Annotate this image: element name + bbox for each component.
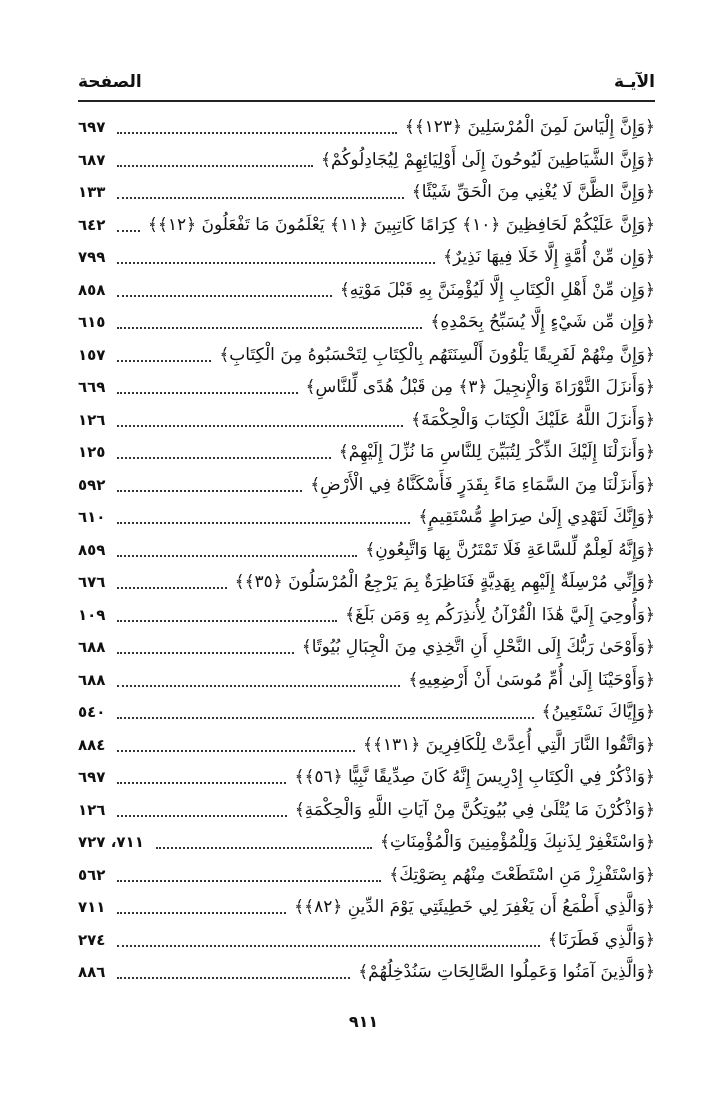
entry-verse: ﴿وَإِنَّ الشَّيَاطِينَ لَيُوحُونَ إِلَىٰ أَوْلِيَائِهِمْ لِيُجَادِلُوكُمْ﴾ xyxy=(321,149,655,170)
entry-verse: ﴿وَإِن مِّن شَيْءٍ إِلَّا يُسَبِّحُ بِحَمْدِهِ﴾ xyxy=(430,312,655,332)
entry-page-number: ٦٨٨ xyxy=(78,638,106,656)
entry-page-number: ٧١١ xyxy=(78,898,106,916)
index-entry xyxy=(78,179,655,212)
entry-page-number: ١٢٥ xyxy=(78,443,106,461)
index-entry xyxy=(78,114,655,147)
entry-verse: ﴿وَأَنزَلَ اللَّهُ عَلَيْكَ الْكِتَابَ وَالْحِكْمَةَ﴾ xyxy=(411,409,655,430)
dot-leader xyxy=(117,685,400,687)
dot-leader xyxy=(117,750,355,752)
index-entry xyxy=(78,927,655,960)
index-entry xyxy=(78,797,655,830)
dot-leader xyxy=(117,782,286,784)
entry-verse: ﴿وَأَنزَلَ التَّوْرَاةَ وَالْإِنجِيلَ ﴿٣﴾ مِن قَبْلُ هُدًى لِّلنَّاسِ﴾ xyxy=(305,377,655,397)
entry-page-number: ٨٨٦ xyxy=(78,963,106,981)
entry-page-number: ٦١٥ xyxy=(78,313,106,331)
dot-leader xyxy=(117,392,298,394)
entry-page-number: ٨٨٤ xyxy=(78,735,106,754)
index-entry xyxy=(78,407,655,440)
entry-page-number: ٦١٠ xyxy=(78,508,106,526)
index-entry xyxy=(78,894,655,927)
entry-page-number: ٥٩٢ xyxy=(78,475,106,494)
entry-verse: ﴿وَأَنزَلْنَا إِلَيْكَ الذِّكْرَ لِتُبَيِّنَ لِلنَّاسِ مَا نُزِّلَ إِلَيْهِمْ﴾ xyxy=(338,442,655,462)
index-entry xyxy=(78,764,655,797)
page-column-label: الصفحة xyxy=(78,72,142,92)
entry-page-number: ٥٦٢ xyxy=(78,865,106,884)
entry-page-number: ٦٦٩ xyxy=(78,378,106,396)
dot-leader xyxy=(117,490,302,492)
index-entry xyxy=(78,699,655,732)
entry-verse: ﴿وَإِنَّهُ لَعِلْمٌ لِّلسَّاعَةِ فَلَا تَمْتَرُنَّ بِهَا وَاتَّبِعُونِ﴾ xyxy=(365,539,655,560)
entry-page-number: ٦٩٧ xyxy=(78,768,106,786)
index-entry xyxy=(78,732,655,765)
index-entry xyxy=(78,244,655,277)
entry-page-number: ٦٨٧ xyxy=(78,150,106,169)
index-entry xyxy=(78,439,655,472)
index-entry xyxy=(78,634,655,667)
dot-leader xyxy=(117,620,337,622)
entry-verse: ﴿وَإِن مِّنْ أُمَّةٍ إِلَّا خَلَا فِيهَا نَذِيرٌ﴾ xyxy=(443,247,655,267)
index-entry xyxy=(78,212,655,245)
index-entry xyxy=(78,862,655,895)
entry-page-number: ٦٧٦ xyxy=(78,573,106,591)
dot-leader xyxy=(117,555,357,557)
dot-leader xyxy=(117,815,287,817)
verse-column-label: الآيـة xyxy=(614,72,655,92)
dot-leader xyxy=(117,652,294,654)
dot-leader xyxy=(117,197,404,199)
dot-leader xyxy=(117,295,332,297)
dot-leader xyxy=(117,425,403,427)
dot-leader xyxy=(156,847,372,849)
dot-leader xyxy=(117,360,211,362)
index-entry xyxy=(78,504,655,537)
entry-page-number: ٨٥٨ xyxy=(78,280,106,299)
entry-verse: ﴿وَإِنِّي مُرْسِلَةٌ إِلَيْهِم بِهَدِيَّةٍ فَنَاظِرَةٌ بِمَ يَرْجِعُ الْمُرْسَلُونَ ﴿٣٥﴾﴾ xyxy=(234,572,655,592)
dot-leader xyxy=(117,230,140,232)
dot-leader xyxy=(117,717,534,719)
index-entry xyxy=(78,374,655,407)
entry-page-number: ٨٥٩ xyxy=(78,540,106,559)
index-entry xyxy=(78,569,655,602)
index-entry xyxy=(78,147,655,180)
entry-verse: ﴿وَإِنَّ إِلْيَاسَ لَمِنَ الْمُرْسَلِينَ ﴿١٢٣﴾﴾ xyxy=(404,117,655,137)
dot-leader xyxy=(117,945,540,947)
entry-page-number: ٦٤٢ xyxy=(78,215,106,234)
dot-leader xyxy=(117,327,422,329)
entry-page-number: ٦٩٧ xyxy=(78,118,106,136)
entry-verse: ﴿وَإِنَّكَ لَتَهْدِي إِلَىٰ صِرَاطٍ مُّسْتَقِيمٍ﴾ xyxy=(418,507,655,527)
entry-verse: ﴿وَأَنزَلْنَا مِنَ السَّمَاءِ مَاءً بِقَدَرٍ فَأَسْكَنَّاهُ فِي الْأَرْضِ﴾ xyxy=(310,474,655,495)
dot-leader xyxy=(117,880,381,882)
entry-verse: ﴿وَاذْكُرْ فِي الْكِتَابِ إِدْرِيسَ إِنَّهُ كَانَ صِدِّيقًا نَّبِيًّا ﴿٥٦﴾﴾ xyxy=(294,767,655,787)
entry-verse: ﴿وَاتَّقُوا النَّارَ الَّتِي أُعِدَّتْ لِلْكَافِرِينَ ﴿١٣١﴾﴾ xyxy=(362,734,655,755)
dot-leader xyxy=(117,587,227,589)
entry-verse: ﴿وَاسْتَفْزِزْ مَنِ اسْتَطَعْتَ مِنْهُم بِصَوْتِكَ﴾ xyxy=(389,864,655,885)
entry-page-number: ١٠٩ xyxy=(78,605,106,624)
index-entry xyxy=(78,829,655,862)
index-entry xyxy=(78,277,655,310)
entry-verse: ﴿وَإِنَّ الظَّنَّ لَا يُغْنِي مِنَ الْحَقِّ شَيْئًا﴾ xyxy=(411,182,655,202)
entry-page-number: ٧١١، ٧٢٧ xyxy=(78,833,144,851)
entry-verse: ﴿وَإِنَّ عَلَيْكُمْ لَحَافِظِينَ ﴿١٠﴾ كِرَامًا كَاتِبِينَ ﴿١١﴾ يَعْلَمُونَ مَا تَفْعَلُونَ ﴿١٢﴾﴾ xyxy=(147,214,655,235)
index-entry xyxy=(78,959,655,992)
entry-verse: ﴿وَاسْتَغْفِرْ لِذَنبِكَ وَلِلْمُؤْمِنِينَ وَالْمُؤْمِنَاتِ﴾ xyxy=(380,832,655,852)
entry-verse: ﴿وَإِنَّ مِنْهُمْ لَفَرِيقًا يَلْوُونَ أَلْسِنَتَهُم بِالْكِتَابِ لِتَحْسَبُوهُ مِنَ الْكِتَابِ﴾ xyxy=(219,344,655,365)
entry-verse: ﴿وَأُوحِيَ إِلَيَّ هَٰذَا الْقُرْآنُ لِأُنذِرَكُم بِهِ وَمَن بَلَغَ﴾ xyxy=(345,604,655,625)
index-list xyxy=(78,114,655,992)
dot-leader xyxy=(117,132,397,134)
entry-page-number: ١٥٧ xyxy=(78,345,106,364)
index-entry xyxy=(78,667,655,700)
entry-verse: ﴿وَاذْكُرْنَ مَا يُتْلَىٰ فِي بُيُوتِكُنَّ مِنْ آيَاتِ اللَّهِ وَالْحِكْمَةِ﴾ xyxy=(294,799,655,820)
entry-page-number: ٦٨٨ xyxy=(78,670,106,689)
dot-leader xyxy=(117,165,313,167)
entry-page-number: ٢٧٤ xyxy=(78,930,106,949)
dot-leader xyxy=(117,457,331,459)
entry-verse: ﴿وَأَوْحَىٰ رَبُّكَ إِلَى النَّحْلِ أَنِ اتَّخِذِي مِنَ الْجِبَالِ بُيُوتًا﴾ xyxy=(301,637,655,657)
entry-page-number: ١٢٦ xyxy=(78,410,106,429)
entry-page-number: ٧٩٩ xyxy=(78,248,106,266)
dot-leader xyxy=(117,912,286,914)
index-entry xyxy=(78,342,655,375)
dot-leader xyxy=(117,262,435,264)
page-number: ٩١١ xyxy=(348,1012,379,1031)
entry-verse: ﴿وَالَّذِي فَطَرَنَا﴾ xyxy=(547,929,655,950)
index-entry xyxy=(78,602,655,635)
index-entry xyxy=(78,309,655,342)
entry-page-number: ١٣٣ xyxy=(78,183,106,201)
dot-leader xyxy=(117,522,410,524)
index-entry xyxy=(78,537,655,570)
entry-verse: ﴿وَإِيَّاكَ نَسْتَعِينُ﴾ xyxy=(541,702,655,722)
column-header xyxy=(78,64,655,102)
entry-verse: ﴿وَالَّذِينَ آمَنُوا وَعَمِلُوا الصَّالِحَاتِ سَنُدْخِلُهُمْ﴾ xyxy=(358,962,655,982)
index-entry xyxy=(78,472,655,505)
dot-leader xyxy=(117,977,350,979)
entry-page-number: ٥٤٠ xyxy=(78,703,106,721)
entry-verse: ﴿وَالَّذِي أَطْمَعُ أَن يَغْفِرَ لِي خَطِيئَتِي يَوْمَ الدِّينِ ﴿٨٢﴾﴾ xyxy=(294,897,655,917)
entry-page-number: ١٢٦ xyxy=(78,800,106,819)
entry-verse: ﴿وَإِن مِّنْ أَهْلِ الْكِتَابِ إِلَّا لَيُؤْمِنَنَّ بِهِ قَبْلَ مَوْتِهِ﴾ xyxy=(339,279,655,300)
entry-verse: ﴿وَأَوْحَيْنَا إِلَىٰ أُمِّ مُوسَىٰ أَنْ أَرْضِعِيهِ﴾ xyxy=(408,669,655,690)
